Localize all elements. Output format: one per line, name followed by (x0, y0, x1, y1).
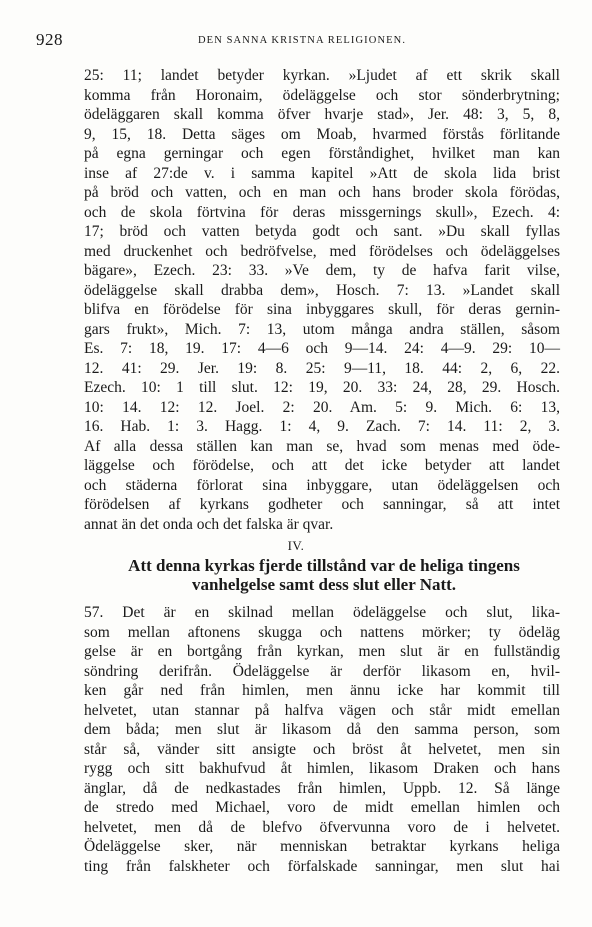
text-line: Ödeläggelse sker, när menniskan betraktar kyrkans heliga (84, 838, 560, 855)
text-line: ting från falskheter och förfalskade sanningar, men slut hai (84, 857, 560, 875)
text-line: Ezech. 10: 1 till slut. 12: 19, 20. 33: 24, 28, 29. Hosch. (84, 379, 560, 396)
text-line: ödeläggaren skall komma öfver hvarje stad», Jer. 48: 3, 5, 8, (84, 106, 560, 123)
section-title-line: vanhelgelse samt dess slut eller Natt. (191, 575, 457, 594)
text-line: dem båda; men slut är likasom då den samma person, som (84, 721, 560, 738)
text-line: helvetet, men då de blefvo öfvervunna voro de i helvetet. (84, 818, 560, 836)
text-line: Af alla dessa ställen kan man se, hvad som menas med öde- (84, 437, 560, 455)
section-title (88, 556, 560, 594)
text-line: ödeläggelse skall drabba dem», Hosch. 7: 13. »Landet skall (84, 281, 560, 299)
section-title-line: Att denna kyrkas fjerde tillstånd var de heliga tingens (128, 556, 520, 575)
section-number: IV. (287, 538, 305, 553)
text-line: Es. 7: 18, 19. 17: 4—6 och 9—14. 24: 4—9. 29: 10— (84, 340, 560, 357)
text-line: som mellan aftonens skugga och nattens mörker; ty ödeläg (84, 623, 560, 641)
text-line: söndring derifrån. Ödeläggelse är derför likasom en, hvil- (84, 662, 560, 680)
text-line: änglar, då de nedkastades från himlen, Uppb. 12. Så länge (84, 779, 560, 797)
text-line: 57. Det är en skilnad mellan ödeläggelse och slut, lika- (84, 604, 560, 621)
text-line: på egna gerningar och egen förståndighet, hvilket man kan (84, 145, 560, 162)
text-line: på bröd och vatten, och en man och hans broder skola förödas, (84, 184, 560, 201)
text-line: ken går ned från himlen, men ännu icke har kommit till (84, 682, 560, 699)
page-header (36, 30, 556, 50)
text-line: bägare», Ezech. 23: 33. »Ve dem, ty de hafva farit vilse, (84, 262, 560, 279)
text-line: blifva en förödelse för sina inbyggares skull, för deras gernin- (84, 301, 560, 318)
text-line: 9, 15, 18. Detta säges om Moab, hvarmed förstås förlitande (84, 125, 560, 143)
text-line: står så, vänder sitt ansigte och bröst åt helvetet, men sin (84, 740, 560, 758)
text-line: 17; bröd och vatten betyda godt och sant. »Du skall fyllas (84, 223, 560, 240)
text-line: komma från Horonaim, ödeläggelse och stor sönderbrytning; (84, 86, 560, 104)
text-line: 12. 41: 29. Jer. 19: 8. 25: 9—11, 18. 44: 2, 6, 22. (84, 359, 560, 377)
text-line: inse af 27:de v. i samma kapitel »Att de skola lida brist (84, 164, 560, 182)
paragraph-1 (84, 66, 560, 534)
running-head: DEN SANNA KRISTNA RELIGIONEN. (198, 35, 407, 46)
text-line: rygg och sitt bakhufvud åt himlen, likasom Draken och hans (84, 760, 560, 777)
text-line: 16. Hab. 1: 3. Hagg. 1: 4, 9. Zach. 7: 14. 11: 2, 3. (84, 418, 560, 435)
text-line: gelse är en bortgång från kyrkan, men slut är en fullständig (84, 643, 560, 660)
text-line: och städerna förlorat sina inbyggare, utan ödeläggelsen och (84, 476, 560, 494)
text-line: och de skola förtvina för deras missgernings skull», Ezech. 4: (84, 203, 560, 221)
paragraph-2 (84, 603, 560, 876)
text-line: med druckenhet och bedröfvelse, med förödelses och ödeläggelses (84, 242, 560, 260)
text-line: läggelse och förödelse, och att det icke betyder att landet (84, 457, 560, 474)
text-line: helvetet, utan stannar på halfva vägen och står midt emellan (84, 701, 560, 719)
text-line: 10: 14. 12: 12. Joel. 2: 20. Am. 5: 9. Mich. 6: 13, (84, 398, 560, 416)
text-line: förödelsen af kyrkans godheter och sanningar, så att intet (84, 496, 560, 513)
text-line: 25: 11; landet betyder kyrkan. »Ljudet af ett skrik skall (84, 67, 560, 84)
text-line: de stredo med Michael, voro de midt emellan himlen och (84, 799, 560, 816)
text-line: gars frukt», Mich. 7: 13, utom många andra ställen, såsom (84, 320, 560, 338)
text-line: annat än det onda och det falska är qvar. (84, 515, 334, 533)
page-number: 928 (36, 30, 63, 49)
